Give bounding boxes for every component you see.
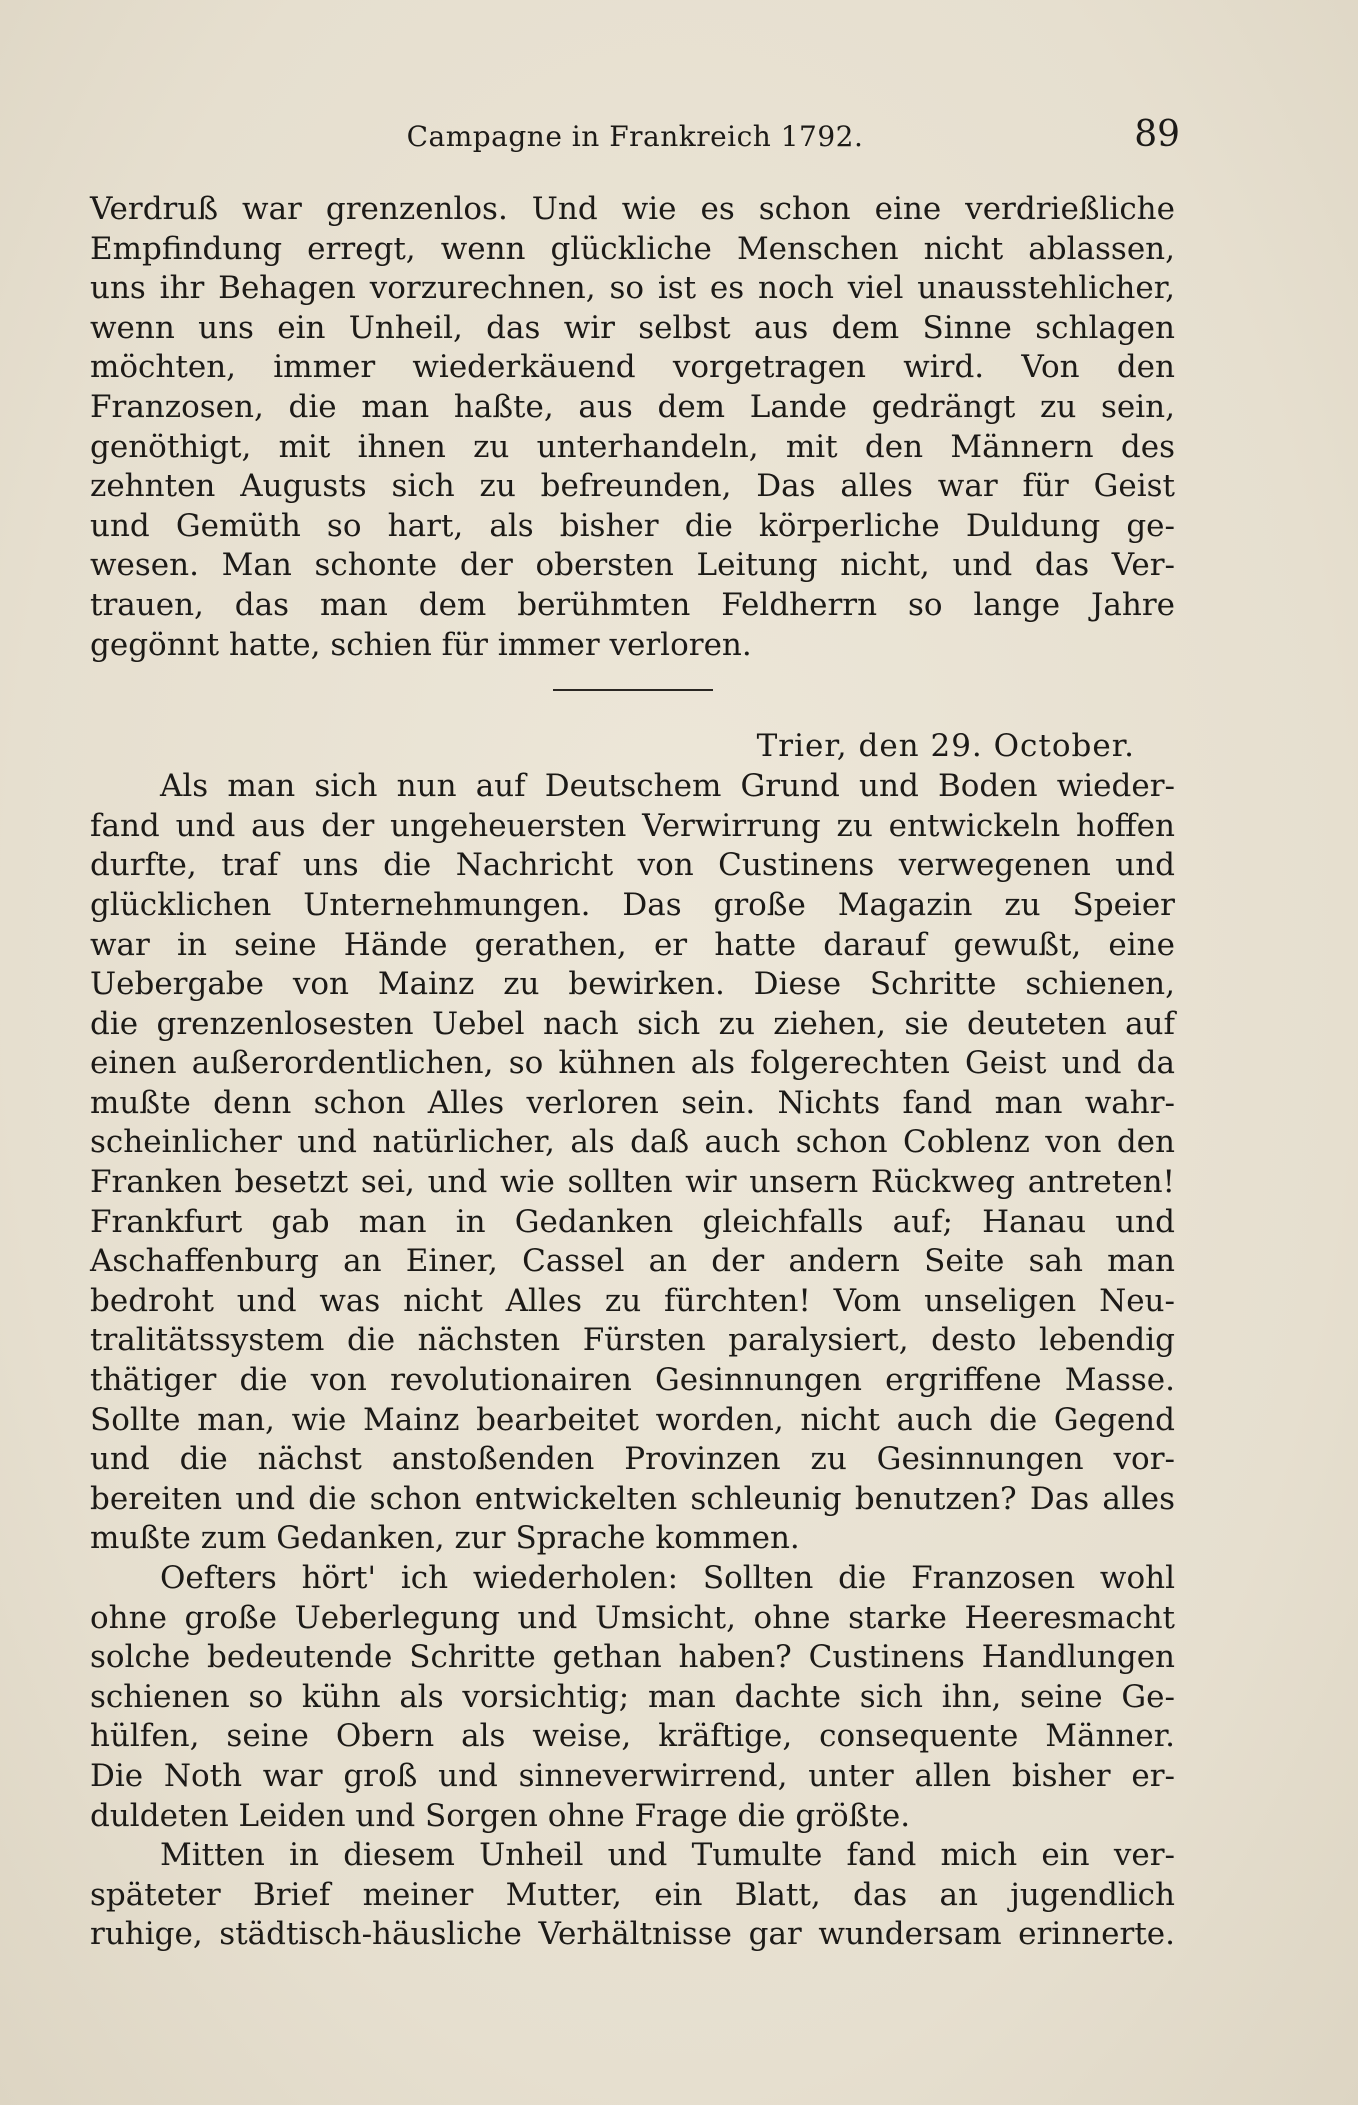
text-line: scheinlicher und natürlicher, als daß auch schon Coblenz von den [90, 1124, 1175, 1161]
text-line: ohne große Ueberlegung und Umsicht, ohne starke Heeresmacht [90, 1599, 1175, 1636]
running-title: Campagne in Frankreich 1792. [406, 120, 864, 153]
text-line: trauen, das man dem berühmten Feldherrn so lange Jahre [90, 586, 1175, 623]
text-line: zehnten Augusts sich zu befreunden, Das alles war für Geist [90, 468, 1175, 505]
text-line: gegönnt hatte, schien für immer verloren. [90, 626, 752, 663]
text-line: Uebergabe von Mainz zu bewirken. Diese Schritte schienen, [90, 966, 1175, 1003]
text-line: möchten, immer wiederkäuend vorgetragen wird. Von den [90, 349, 1175, 386]
text-line: wenn uns ein Unheil, das wir selbst aus dem Sinne schlagen [90, 309, 1175, 346]
text-line: Frankfurt gab man in Gedanken gleichfalls auf; Hanau und [90, 1203, 1175, 1240]
text-line: bereiten und die schon entwickelten schleunig benutzen? Das alles [90, 1480, 1175, 1517]
page-number: 89 [1134, 114, 1180, 155]
text-line: späteter Brief meiner Mutter, ein Blatt, das an jugendlich [90, 1876, 1175, 1913]
text-line: wesen. Man schonte der obersten Leitung nicht, und das Ver- [90, 547, 1175, 584]
text-line: mußte zum Gedanken, zur Sprache kommen. [90, 1520, 800, 1557]
text-line: genöthigt, mit ihnen zu unterhandeln, mit den Männern des [90, 428, 1175, 465]
paragraph-closing [90, 190, 1175, 665]
text-line: solche bedeutende Schritte gethan haben? Custinens Handlungen [90, 1639, 1175, 1676]
text-line: Mitten in diesem Unheil und Tumulte fand mich ein ver- [160, 1837, 1175, 1874]
paragraph-oefters [90, 1559, 1175, 1836]
text-line: mußte denn schon Alles verloren sein. Nichts fand man wahr- [90, 1084, 1175, 1121]
text-line: Die Noth war groß und sinneverwirrend, unter allen bisher er- [90, 1757, 1175, 1794]
text-block [90, 190, 1175, 1955]
text-line: tralitätssystem die nächsten Fürsten paralysiert, desto lebendig [90, 1322, 1175, 1359]
text-line: und Gemüth so hart, als bisher die körperliche Duldung ge- [90, 507, 1175, 544]
text-line: durfte, traf uns die Nachricht von Custinens verwegenen und [90, 847, 1175, 884]
text-line: fand und aus der ungeheuersten Verwirrung zu entwickeln hoffen [90, 807, 1175, 844]
paragraph-mitten [90, 1836, 1175, 1955]
text-line: uns ihr Behagen vorzurechnen, so ist es noch viel unausstehlicher, [90, 270, 1175, 307]
text-line: duldeten Leiden und Sorgen ohne Frage die größte. [90, 1797, 911, 1834]
dateline: Trier, den 29. October. [756, 728, 1135, 765]
section-separator [553, 689, 713, 691]
text-line: und die nächst anstoßenden Provinzen zu Gesinnungen vor- [90, 1441, 1175, 1478]
text-line: Verdruß war grenzenlos. Und wie es schon eine verdrießliche [90, 191, 1175, 227]
text-line: die grenzenlosesten Uebel nach sich zu ziehen, sie deuteten auf [90, 1005, 1175, 1042]
text-line: Empfindung erregt, wenn glückliche Menschen nicht ablassen, [90, 230, 1175, 267]
paragraph-custine-news [90, 767, 1175, 1559]
text-line: schienen so kühn als vorsichtig; man dachte sich ihn, seine Ge- [90, 1678, 1175, 1715]
text-line: Franzosen, die man haßte, aus dem Lande gedrängt zu sein, [90, 388, 1175, 425]
text-line: ruhige, städtisch-häusliche Verhältnisse gar wundersam erinnerte. [90, 1916, 1175, 1953]
text-line: bedroht und was nicht Alles zu fürchten! Vom unseligen Neu- [90, 1282, 1175, 1319]
text-line: war in seine Hände gerathen, er hatte darauf gewußt, eine [90, 926, 1175, 963]
text-line: Als man sich nun auf Deutschem Grund und Boden wieder- [160, 768, 1175, 805]
text-line: Aschaffenburg an Einer, Cassel an der andern Seite sah man [90, 1243, 1175, 1280]
text-line: thätiger die von revolutionairen Gesinnungen ergriffene Masse. [90, 1362, 1175, 1399]
text-line: Franken besetzt sei, und wie sollten wir unsern Rückweg antreten! [90, 1164, 1175, 1201]
running-head [90, 112, 1180, 160]
text-line: Oefters hört' ich wiederholen: Sollten die Franzosen wohl [160, 1560, 1175, 1596]
text-line: einen außerordentlichen, so kühnen als folgerechten Geist und da [90, 1045, 1175, 1082]
text-line: hülfen, seine Obern als weise, kräftige, consequente Männer. [90, 1718, 1175, 1755]
text-line: glücklichen Unternehmungen. Das große Magazin zu Speier [90, 886, 1175, 923]
text-line: Sollte man, wie Mainz bearbeitet worden, nicht auch die Gegend [90, 1401, 1175, 1438]
